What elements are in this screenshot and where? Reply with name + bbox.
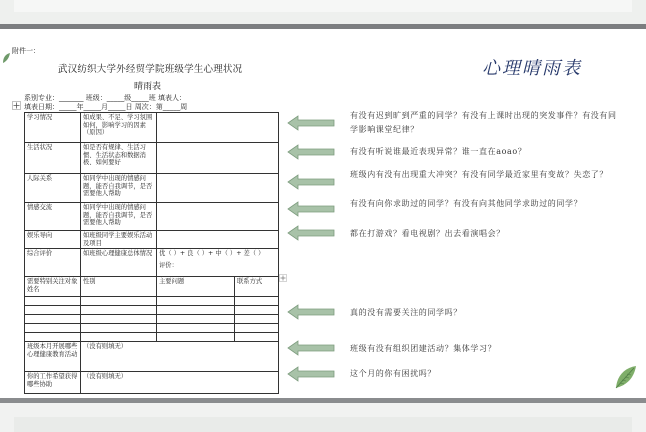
arrow-left-icon: [287, 340, 335, 356]
table-row: [25, 342, 279, 372]
table-row: [25, 372, 279, 394]
table-row: [25, 174, 279, 203]
note-entertainment: 都在打游戏？看电视剧？出去看演唱会？: [350, 229, 505, 238]
table-row: [25, 113, 279, 143]
column-header-problem: 主要问题: [157, 277, 235, 297]
document-subtitle: 晴雨表: [134, 82, 162, 92]
bottom-band-inner: [14, 417, 632, 432]
table-cell[interactable]: [235, 333, 279, 342]
move-handle-icon[interactable]: [12, 101, 21, 110]
table-cell[interactable]: [235, 315, 279, 324]
table-row: [25, 333, 279, 342]
brand-title: 心理晴雨表: [482, 58, 582, 79]
table-cell[interactable]: [235, 297, 279, 306]
table-row: [25, 306, 279, 315]
row-label-life: 生活状况: [25, 143, 81, 174]
add-column-icon[interactable]: [279, 274, 287, 282]
column-header-contact: 联系方式: [235, 277, 279, 297]
table-cell[interactable]: [25, 297, 81, 306]
arrow-left-icon: [287, 115, 335, 131]
table-row: [25, 231, 279, 249]
row-label-entertain: 娱乐导向: [25, 231, 81, 249]
row-input-relation[interactable]: [157, 174, 279, 203]
rating-note: 评价：: [159, 261, 178, 269]
table-row: [25, 249, 279, 277]
table-cell[interactable]: [235, 306, 279, 315]
meta-line-department: 系别专业：_______ 班级：_____级_____班 填表人：: [24, 94, 186, 102]
activity-label: 班级本月开展哪些心理健康教育活动: [25, 342, 81, 372]
arrow-left-icon: [287, 225, 335, 241]
meta-line-date: 填表日期：_____年_____月_____日 周次：第_____周: [24, 103, 188, 111]
leaf-icon: [612, 364, 638, 390]
row-label-study: 学习情况: [25, 113, 81, 143]
note-troubles: 这个月的你有困扰吗？: [350, 369, 436, 378]
table-row: [25, 324, 279, 333]
table-cell[interactable]: [157, 306, 235, 315]
arrow-left-icon: [287, 201, 335, 217]
row-input-emotion[interactable]: [157, 203, 279, 231]
table-cell[interactable]: [81, 315, 157, 324]
note-activities: 班级有没有组织团建活动？集体学习？: [350, 344, 497, 353]
table-row: [25, 315, 279, 324]
table-cell[interactable]: [81, 324, 157, 333]
table-cell[interactable]: [235, 324, 279, 333]
table-cell[interactable]: [25, 315, 81, 324]
document-title: 武汉纺织大学外经贸学院班级学生心理状况: [58, 64, 243, 75]
table-row: [25, 143, 279, 174]
row-label-overall: 综合评价: [25, 249, 81, 277]
status-form-table: [24, 112, 279, 394]
table-cell[interactable]: [81, 297, 157, 306]
row-desc-life: 如是否有规律、生活习惯、生活状态和数据消极、如何要好: [81, 143, 157, 174]
help-note[interactable]: （没有则填无）: [81, 372, 279, 394]
attachment-label: 附件一：: [12, 47, 40, 55]
row-input-life[interactable]: [157, 143, 279, 174]
activity-note[interactable]: （没有则填无）: [81, 342, 279, 372]
top-band-inner: [14, 0, 632, 12]
table-cell[interactable]: [81, 306, 157, 315]
form-document: [0, 30, 290, 396]
special-attention-label: 需要特别关注对象姓名: [25, 277, 81, 297]
row-desc-study: 如成果、不足、学习氛围如何，影响学习的因素（原因）: [81, 113, 157, 143]
rating-options: 优（ ）+ 良（ ）+ 中（ ）+ 差（ ）: [159, 250, 265, 258]
table-cell[interactable]: [157, 333, 235, 342]
table-cell[interactable]: [25, 306, 81, 315]
note-help-seeking: 有没有向你求助过的同学？有没有向其他同学求助过的同学？: [350, 199, 583, 208]
note-special-attention: 真的没有需要关注的同学吗？: [350, 308, 462, 317]
row-desc-overall: 如班级心理健康总体情况: [81, 249, 157, 277]
arrow-left-icon: [287, 174, 335, 190]
row-input-entertain[interactable]: [157, 231, 279, 249]
row-desc-relation: 如同学中出现的情感问题，能否自我调节，是否需要他人帮助: [81, 174, 157, 203]
row-desc-emotion: 如同学中出现的情感问题，能否自我调节，是否需要他人帮助: [81, 203, 157, 231]
note-conflict: 班级内有没有出现重大冲突？有没有同学最近家里有变故？失恋了？: [350, 170, 608, 179]
table-cell[interactable]: [157, 297, 235, 306]
table-cell[interactable]: [157, 315, 235, 324]
table-row: [25, 297, 279, 306]
table-row: [25, 203, 279, 231]
column-header-gender: 性别: [81, 277, 157, 297]
table-cell[interactable]: [25, 333, 81, 342]
arrow-left-icon: [287, 304, 335, 320]
row-desc-entertain: 如班级同学主要娱乐活动及项目: [81, 231, 157, 249]
table-cell[interactable]: [81, 333, 157, 342]
table-cell[interactable]: [25, 324, 81, 333]
top-rule: [0, 24, 646, 29]
help-label: 你的工作希望获得哪些协助: [25, 372, 81, 394]
note-abnormal: 有没有听说谁最近表现异常？谁一直在aoao？: [350, 147, 527, 156]
table-row: [25, 277, 279, 297]
top-band: [0, 0, 646, 24]
note-attendance: 有没有迟到旷到严重的同学？有没有上课时出现的突发事件？有没有同学影响课堂纪律？: [350, 111, 617, 134]
row-label-emotion: 情感交流: [25, 203, 81, 231]
arrow-left-icon: [287, 366, 335, 382]
row-label-relation: 人际关系: [25, 174, 81, 203]
row-input-study[interactable]: [157, 113, 279, 143]
rating-cell[interactable]: [157, 249, 279, 277]
arrow-left-icon: [287, 144, 335, 160]
table-cell[interactable]: [157, 324, 235, 333]
bottom-band: [0, 403, 646, 432]
